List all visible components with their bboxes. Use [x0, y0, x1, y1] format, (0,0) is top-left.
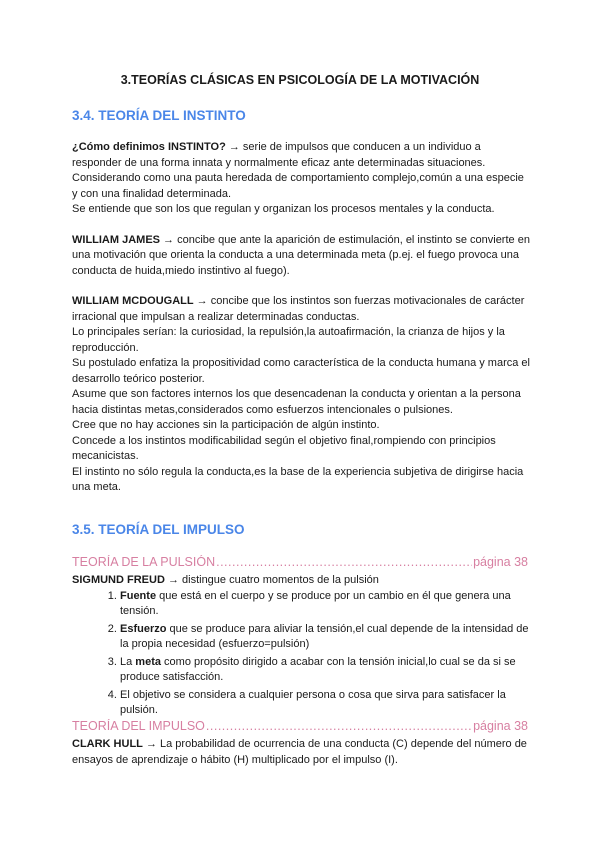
page-title: 3.TEORÍAS CLÁSICAS EN PSICOLOGÍA DE LA MOTIVACIÓN [120, 73, 480, 87]
mcdougall-paragraph: Asume que son factores internos los que desencadenan la conducta y orientan a la persona hacia distintas metas,considerados como esfuerzos intencionales o pulsiones. [72, 388, 521, 416]
pulsion-moments-list [72, 589, 532, 719]
mcdougall-paragraph: Lo principales serían: la curiosidad, la repulsión,la autoafirmación, la crianza de hijos y la reproducción. [72, 326, 505, 354]
author-name: WILLIAM MCDOUGALL [72, 295, 194, 307]
toc-label: TEORÍA DEL IMPULSO [72, 719, 205, 733]
freud-paragraph: SIGMUND FREUD → distingue cuatro momentos de la pulsión [72, 574, 379, 586]
toc-label: TEORÍA DE LA PULSIÓN [72, 555, 216, 569]
hull-section-body [72, 737, 532, 768]
toc-leader [206, 719, 472, 733]
toc-page: página 38 [473, 555, 528, 569]
author-name: SIGMUND FREUD [72, 574, 165, 586]
mcdougall-paragraph: Cree que no hay acciones sin la participación de algún instinto. [72, 419, 380, 431]
section-heading-instinct: 3.4. TEORÍA DEL INSTINTO [72, 108, 246, 123]
instinct-definition: ¿Cómo definimos INSTINTO? → serie de impulsos que conducen a un individuo a responder de una forma innata y normalmente eficaz ante determinadas situaciones. [72, 141, 486, 169]
mcdougall-paragraph: El instinto no sólo regula la conducta,es la base de la experiencia subjetiva de dirigirse hacia una meta. [72, 465, 524, 493]
mcdougall-paragraph: Su postulado enfatiza la propositividad como característica de la conducta humana y marca el desarrollo teórico posterior. [72, 357, 530, 385]
list-item: 2. Esfuerzo que se produce para aliviar la tensión,el cual depende de la intensidad de la propia necesidad (esfuerzo=pulsión) [120, 622, 532, 653]
instinct-paragraph: Se entiende que son los que regulan y organizan los procesos mentales y la conducta. [72, 203, 495, 215]
instinct-paragraph: Considerando como una pauta heredada de comportamiento complejo,común a una especie y con una finalidad determinada. [72, 172, 524, 200]
toc-page: página 38 [473, 719, 528, 733]
author-name: CLARK HULL [72, 738, 143, 750]
william-james-paragraph: WILLIAM JAMES → concibe que ante la aparición de estimulación, el instinto se convierte en una motivación que orienta la conducta a una determinada meta (p.ej. el fuego provoca una conducta de huida,miedo instintivo al fuego). [72, 233, 530, 277]
toc-entry-impulso[interactable] [72, 719, 528, 733]
freud-section-body [72, 573, 532, 721]
hull-paragraph: CLARK HULL → La probabilidad de ocurrencia de una conducta (C) depende del número de ensayos de aprendizaje o hábito (H) multiplicado por el impulso (I). [72, 738, 527, 766]
section-heading-impulse: 3.5. TEORÍA DEL IMPULSO [72, 522, 245, 537]
author-name: WILLIAM JAMES [72, 233, 160, 246]
list-item: 1. Fuente que está en el cuerpo y se produce por un cambio en él que genera una tensión. [120, 589, 532, 620]
toc-entry-pulsion[interactable] [72, 555, 528, 569]
toc-leader [216, 555, 472, 569]
list-item: 4. El objetivo se considera a cualquier persona o cosa que sirva para satisfacer la pulsión. [120, 688, 532, 719]
instinct-section-body [72, 140, 532, 496]
instinct-question: ¿Cómo definimos INSTINTO? [72, 141, 226, 153]
mcdougall-paragraph: WILLIAM MCDOUGALL → concibe que los instintos son fuerzas motivacionales de carácter irracional que impulsan a realizar determinadas conductas. [72, 295, 525, 323]
list-item: 3. La meta como propósito dirigido a acabar con la tensión inicial,lo cual se da si se produce satisfacción. [120, 655, 532, 686]
mcdougall-paragraph: Concede a los instintos modificabilidad según el objetivo final,rompiendo con principios mecanicistas. [72, 434, 496, 462]
